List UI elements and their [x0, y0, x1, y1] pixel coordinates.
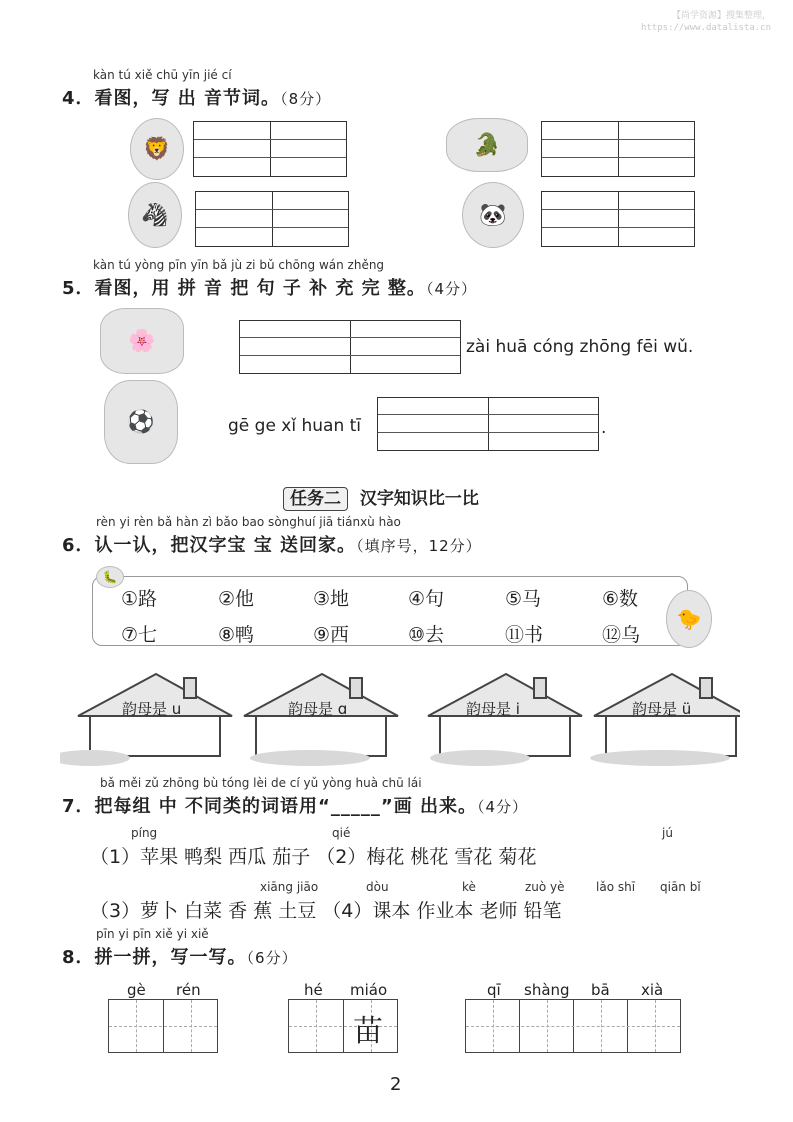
- char-5: ⑤马: [505, 588, 542, 610]
- char-7: ⑦七: [121, 624, 158, 646]
- char-6: ⑥数: [602, 588, 639, 610]
- q8-points: （6分）: [246, 949, 298, 967]
- q6-points: （填序号，12分）: [356, 537, 482, 555]
- section2-label: 任务二: [283, 487, 348, 511]
- watermark: [641, 10, 771, 34]
- zebra-picture: 🦓: [128, 182, 182, 248]
- char-1: ①路: [121, 588, 158, 610]
- section2-header: [283, 484, 479, 509]
- q5-sentence2-head: gē ge xǐ huan tī: [228, 416, 362, 436]
- q4-writing-grid-lion[interactable]: [193, 121, 347, 177]
- section2-title: 汉字知识比一比: [359, 489, 479, 509]
- q7-pinyin-zuoye: zuò yè: [525, 880, 565, 894]
- watermark-line2: https://www.datalista.cn: [640, 23, 771, 33]
- q8-tian-grid-3[interactable]: [465, 999, 681, 1053]
- q5-writing-grid-1[interactable]: [239, 320, 461, 374]
- char-11: ⑪书: [505, 624, 544, 646]
- q4-title: [62, 84, 331, 110]
- panda-picture: 🐼: [462, 182, 524, 248]
- q7-row1: （1）苹果 鸭梨 西瓜 茄子 （2）梅花 桃花 雪花 菊花: [90, 846, 537, 868]
- bird-icon: 🐤: [666, 590, 712, 648]
- worm-icon: 🐛: [96, 566, 124, 588]
- char-9: ⑨西: [313, 624, 350, 646]
- q7-title-text: 7．把每组 中 不同类的词语用“_____”画 出来。: [62, 796, 477, 817]
- q4-title-text: 4．看图，写 出 音节词。: [62, 88, 281, 109]
- q8-g2-py2: miáo: [350, 981, 388, 999]
- q4-writing-grid-panda[interactable]: [541, 191, 695, 247]
- house-label-a: 韵母是 ɑ: [288, 700, 348, 718]
- crocodile-picture: 🐊: [446, 118, 528, 172]
- q7-pinyin-ping: píng: [131, 826, 158, 840]
- q8-title-text: 8．拼一拼，写一写。: [62, 947, 247, 968]
- q7-points: （4分）: [476, 798, 529, 816]
- q5-sentence1-tail: zài huā cóng zhōng fēi wǔ.: [466, 337, 694, 357]
- q6-pinyin: rèn yi rèn bǎ hàn zì bǎo bao sònghuí jiā tiánxù hào: [96, 515, 401, 529]
- q4-points: （8分）: [280, 90, 332, 108]
- q8-g2-py1: hé: [304, 981, 323, 999]
- character-box: [92, 576, 688, 646]
- q7-pinyin-qianbi: qiān bǐ: [660, 880, 701, 894]
- house-label-i: 韵母是 i: [466, 700, 520, 718]
- q6-title-text: 6．认一认，把汉字宝 宝 送回家。: [62, 535, 357, 556]
- q7-title: [62, 792, 528, 818]
- char-4: ④句: [408, 588, 445, 610]
- house-label-u: 韵母是 u: [122, 700, 182, 718]
- q7-pinyin-dou: dòu: [366, 880, 389, 894]
- q5-title-text: 5．看图，用 拼 音 把 句 子 补 充 完 整。: [62, 278, 426, 299]
- char-12: ⑫乌: [602, 624, 641, 646]
- q6-title: [62, 531, 482, 557]
- char-8: ⑧鸭: [218, 624, 255, 646]
- q8-title: [62, 943, 298, 969]
- q8-tian-grid-1[interactable]: [108, 999, 218, 1053]
- q8-g1-py1: gè: [127, 981, 146, 999]
- q5-pinyin: kàn tú yòng pīn yīn bǎ jù zi bǔ chōng wán zhěng: [93, 258, 385, 272]
- flowers-bees-picture: 🌸: [100, 308, 184, 374]
- q4-pinyin: kàn tú xiě chū yīn jié cí: [93, 68, 232, 82]
- char-2: ②他: [218, 588, 255, 610]
- boy-soccer-picture: ⚽: [104, 380, 178, 464]
- q8-g3-py3: bā: [591, 981, 610, 999]
- q5-title: [62, 274, 477, 300]
- q5-points: （4分）: [425, 280, 477, 298]
- q7-pinyin-ke: kè: [462, 880, 476, 894]
- q4-writing-grid-zebra[interactable]: [195, 191, 349, 247]
- q8-g3-py1: qī: [487, 981, 501, 999]
- q7-pinyin-qie: qié: [332, 826, 351, 840]
- q4-writing-grid-crocodile[interactable]: [541, 121, 695, 177]
- q8-g1-py2: rén: [176, 981, 201, 999]
- q8-given-character: 苗: [353, 1014, 383, 1049]
- q7-row2: （3）萝卜 白菜 香 蕉 土豆 （4）课本 作业本 老师 铅笔: [90, 900, 562, 922]
- lion-picture: 🦁: [130, 118, 184, 180]
- q7-pinyin-laoshi: lǎo shī: [596, 880, 636, 894]
- q7-pinyin-xiangjiao: xiāng jiāo: [260, 880, 319, 894]
- char-3: ③地: [313, 588, 350, 610]
- q8-g3-py2: shàng: [524, 981, 570, 999]
- q8-g3-py4: xià: [641, 981, 664, 999]
- watermark-line1: 【尚学资源】搜集整理，: [671, 11, 771, 21]
- q5-writing-grid-2[interactable]: [377, 397, 599, 451]
- q5-sentence2-tail: .: [601, 418, 607, 438]
- q7-pinyin-ju: jú: [662, 826, 673, 840]
- char-10: ⑩去: [408, 624, 445, 646]
- q7-pinyin: bǎ měi zǔ zhōng bù tóng lèi de cí yǔ yòng huà chū lái: [100, 776, 422, 790]
- q8-pinyin: pīn yi pīn xiě yi xiě: [96, 927, 209, 941]
- house-label-v: 韵母是 ü: [632, 700, 692, 718]
- page-number: 2: [390, 1074, 402, 1095]
